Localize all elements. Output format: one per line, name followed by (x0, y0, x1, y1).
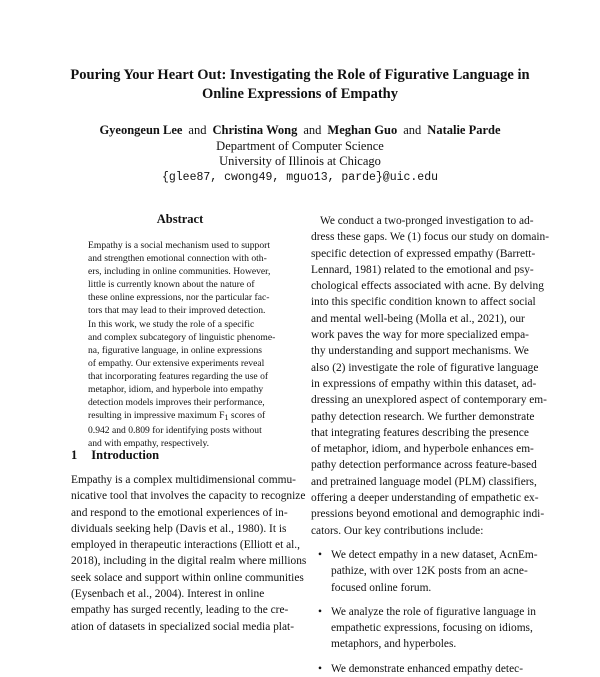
abstract-line-suffix: scores of (228, 410, 266, 422)
introduction-line: empathy has surged recently, leading to the cre- (71, 604, 289, 617)
body-line: of metaphor, idiom, and hyperbole enhances em- (311, 443, 534, 456)
bullet-glyph: • (318, 605, 322, 618)
abstract-line: metaphor, idiom, and hyperbole into empathy (88, 384, 264, 396)
abstract-line: na, figurative language, in online expressions (88, 344, 262, 356)
author-block (40, 123, 560, 185)
abstract-line-text: resulting in impressive maximum F (88, 410, 225, 422)
introduction-body (71, 472, 307, 635)
title-line: Online Expressions of Empathy (202, 86, 398, 102)
body-line: and mental well-being (Molla et al., 2021), our (311, 312, 525, 325)
abstract-line: In this work, we study the role of a specific (88, 318, 255, 330)
body-line: thy understanding and support mechanisms. We (311, 345, 529, 358)
body-line: dress these gaps. We (1) focus our study on domain- (311, 231, 550, 244)
body-line: We conduct a two-pronged investigation to ad- (320, 215, 534, 227)
title-line: Pouring Your Heart Out: Investigating the Role of Figurative Language in (70, 67, 530, 83)
university: University of Illinois at Chicago (219, 154, 381, 168)
introduction-line: 2018), including in the digital realm where millions (71, 555, 307, 568)
abstract-line: these online expressions, nor the particular fac- (88, 292, 270, 304)
abstract-line: little is currently known about the nature of (88, 279, 255, 291)
introduction-line: seek solace and support within online communities (71, 571, 304, 584)
abstract-line: Empathy is a social mechanism used to support (88, 240, 270, 251)
introduction-line: employed in therapeutic interactions (Elliott et al., (71, 539, 301, 552)
and-word: and (403, 123, 422, 137)
abstract-line: and strengthen emotional connection with oth- (88, 253, 267, 265)
body-line: and pretrained language model (PLM) classifiers, (311, 475, 537, 488)
body-line: dressing an unexplored aspect of contemporary em- (311, 394, 547, 407)
right-column-body (311, 213, 550, 677)
abstract-line: detection models improves their performance, (88, 397, 265, 409)
body-line: chological effects associated with acne. By delving (311, 280, 544, 293)
author-name: Gyeongeun Lee (99, 123, 183, 137)
author-emails: {glee87, cwong49, mguo13, parde}@uic.edu (161, 170, 439, 184)
introduction-line: Empathy is a complex multidimensional commu- (71, 474, 296, 486)
abstract-line: that incorporating features regarding the use of (88, 370, 269, 382)
introduction-line: dividuals seeking help (Davis et al., 1980). It is (71, 522, 287, 535)
body-line: into this specific condition known to affect social (311, 296, 536, 309)
body-line: pathy detection research. We further demonstrate (311, 410, 535, 423)
department: Department of Computer Science (216, 138, 384, 153)
bullet-line: focused online forum. (331, 581, 432, 594)
abstract-body (88, 239, 276, 451)
bullet-line: We analyze the role of figurative language in (331, 605, 536, 618)
bullet-glyph: • (318, 548, 322, 561)
contribution-bullet (311, 661, 535, 677)
body-line: pathy detection performance across feature-based (311, 459, 537, 472)
bullet-line: We detect empathy in a new dataset, AcnEm- (331, 548, 538, 561)
and-word: and (303, 123, 322, 137)
bullet-line: empathetic expressions, focusing on idioms, (331, 622, 533, 635)
abstract-line: and complex subcategory of linguistic phenome- (88, 331, 276, 343)
and-word: and (188, 123, 207, 137)
body-line: also (2) investigate the role of figurative language (311, 361, 539, 374)
contribution-bullet (311, 604, 535, 653)
body-line: work paves the way for more specialized empa- (311, 329, 529, 342)
abstract-line: 0.942 and 0.809 for identifying posts without (88, 425, 262, 437)
author-name: Natalie Parde (427, 123, 501, 137)
body-line: cators. Our key contributions include: (311, 524, 484, 537)
bullet-line: metaphors, and hyperboles. (331, 638, 457, 651)
bullet-line: We demonstrate enhanced empathy detec- (331, 662, 523, 675)
abstract-line: of empathy. Our extensive experiments reveal (88, 357, 265, 369)
introduction-line: nicative tool that involves the capacity to recognize (71, 490, 306, 503)
abstract-line: and with empathy, respectively. (88, 438, 210, 450)
abstract-line: tors that may lead to their improved detection. (88, 305, 266, 317)
body-line: Lennard, 1981) related to the emotional and psy- (311, 263, 534, 276)
paper-title (40, 66, 560, 104)
section-heading-introduction (71, 448, 159, 463)
section-title: Introduction (91, 448, 160, 462)
body-line: in expressions of empathy within this dataset, ad- (311, 377, 537, 390)
introduction-line: ation of datasets in specialized social media plat- (71, 620, 294, 633)
bullet-line: pathize, with over 12K posts from an acne- (331, 565, 528, 578)
body-line: that integrating features describing the presence (311, 426, 529, 439)
contribution-bullet (311, 547, 538, 596)
f1-subscript: 1 (224, 413, 229, 423)
author-name: Christina Wong (212, 123, 298, 137)
body-line: specific detection of expressed empathy (Barrett- (311, 247, 536, 260)
author-name: Meghan Guo (327, 123, 398, 137)
introduction-line: (Eysenbach et al., 2004). Interest in online (71, 588, 265, 601)
body-line: offering a deeper understanding of empathetic ex- (311, 492, 539, 505)
abstract-line (88, 409, 276, 424)
body-line: pressions beyond emotional and demographic indi- (311, 508, 545, 521)
introduction-line: and respond to the emotional experiences of in- (71, 506, 288, 519)
section-number: 1 (71, 448, 78, 462)
author-names (40, 123, 560, 139)
bullet-glyph: • (318, 662, 322, 675)
abstract-heading: Abstract (156, 212, 204, 226)
abstract-line: ers, including in online communities. However, (88, 266, 271, 278)
